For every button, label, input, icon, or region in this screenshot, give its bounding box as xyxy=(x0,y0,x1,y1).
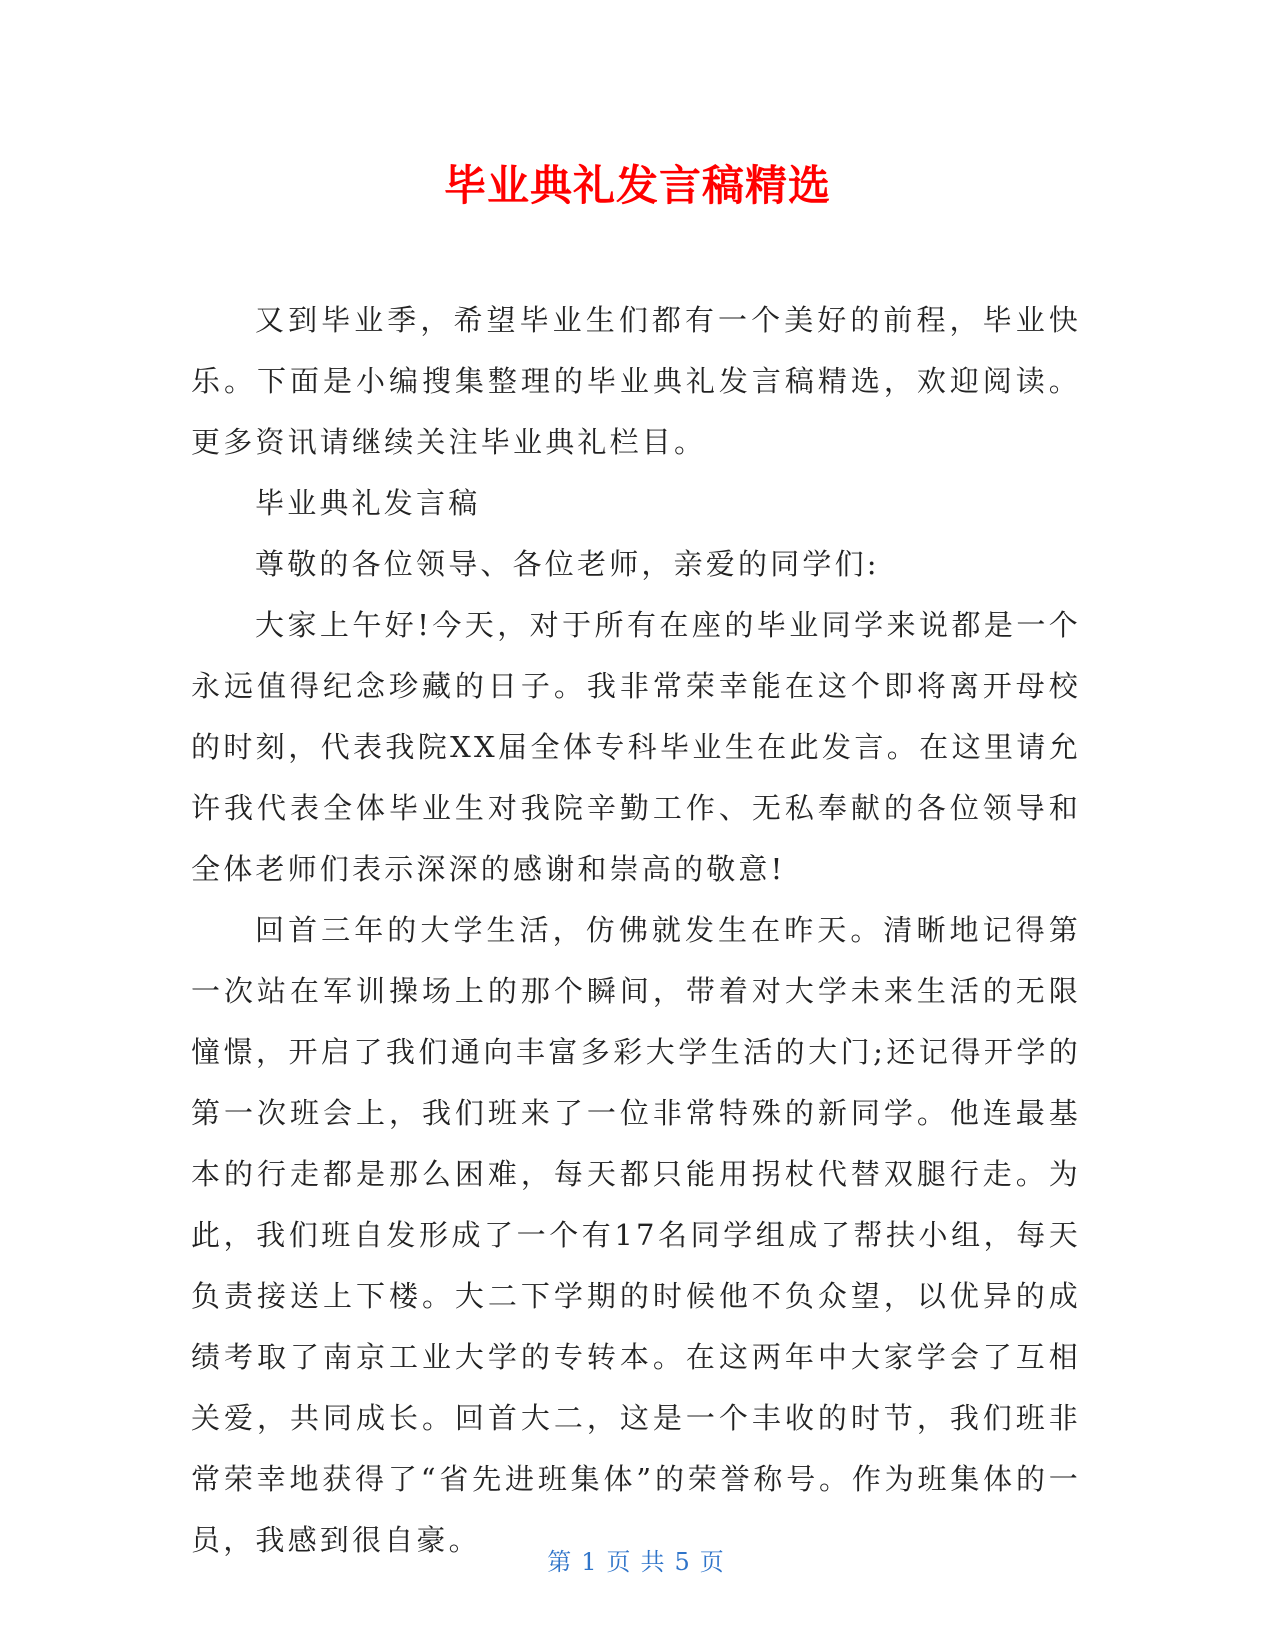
paragraph-salutation: 尊敬的各位领导、各位老师，亲爱的同学们: xyxy=(255,547,880,581)
page-title: 毕业典礼发言稿精选 xyxy=(443,161,831,210)
document-body xyxy=(191,290,1081,1571)
footer-page-unit: 页 xyxy=(606,1548,635,1576)
footer-total-unit: 页 xyxy=(699,1548,728,1576)
footer-page-label: 第 xyxy=(547,1548,576,1576)
footer-total-pages: 5 xyxy=(674,1548,694,1576)
footer-total-label: 共 xyxy=(640,1548,669,1576)
paragraph-greeting: 大家上午好!今天，对于所有在座的毕业同学来说都是一个永远值得纪念珍藏的日子。我非常荣幸能在这个即将离开母校的时刻，代表我院XX届全体专科毕业生在此发言。在这里请允许我代表全体毕业生对我院辛勤工作、无私奉献的各位领导和全体老师们表示深深的感谢和崇高的敬意! xyxy=(191,608,1081,886)
footer-current-page: 1 xyxy=(581,1548,601,1576)
paragraph-heading: 毕业典礼发言稿 xyxy=(255,486,481,520)
paragraph-recollection: 回首三年的大学生活，仿佛就发生在昨天。清晰地记得第一次站在军训操场上的那个瞬间，带着对大学未来生活的无限憧憬，开启了我们通向丰富多彩大学生活的大门;还记得开学的第一次班会上，我们班来了一位非常特殊的新同学。他连最基本的行走都是那么困难，每天都只能用拐杖代替双腿行走。为此，我们班自发形成了一个有17名同学组成了帮扶小组，每天负责接送上下楼。大二下学期的时候他不负众望，以优异的成绩考取了南京工业大学的专转本。在这两年中大家学会了互相关爱，共同成长。回首大二，这是一个丰收的时节，我们班非常荣幸地获得了“省先进班集体”的荣誉称号。作为班集体的一员，我感到很自豪。 xyxy=(191,913,1081,1557)
page-footer xyxy=(0,1546,1275,1578)
paragraph-intro: 又到毕业季，希望毕业生们都有一个美好的前程，毕业快乐。下面是小编搜集整理的毕业典礼发言稿精选，欢迎阅读。更多资讯请继续关注毕业典礼栏目。 xyxy=(191,303,1081,459)
